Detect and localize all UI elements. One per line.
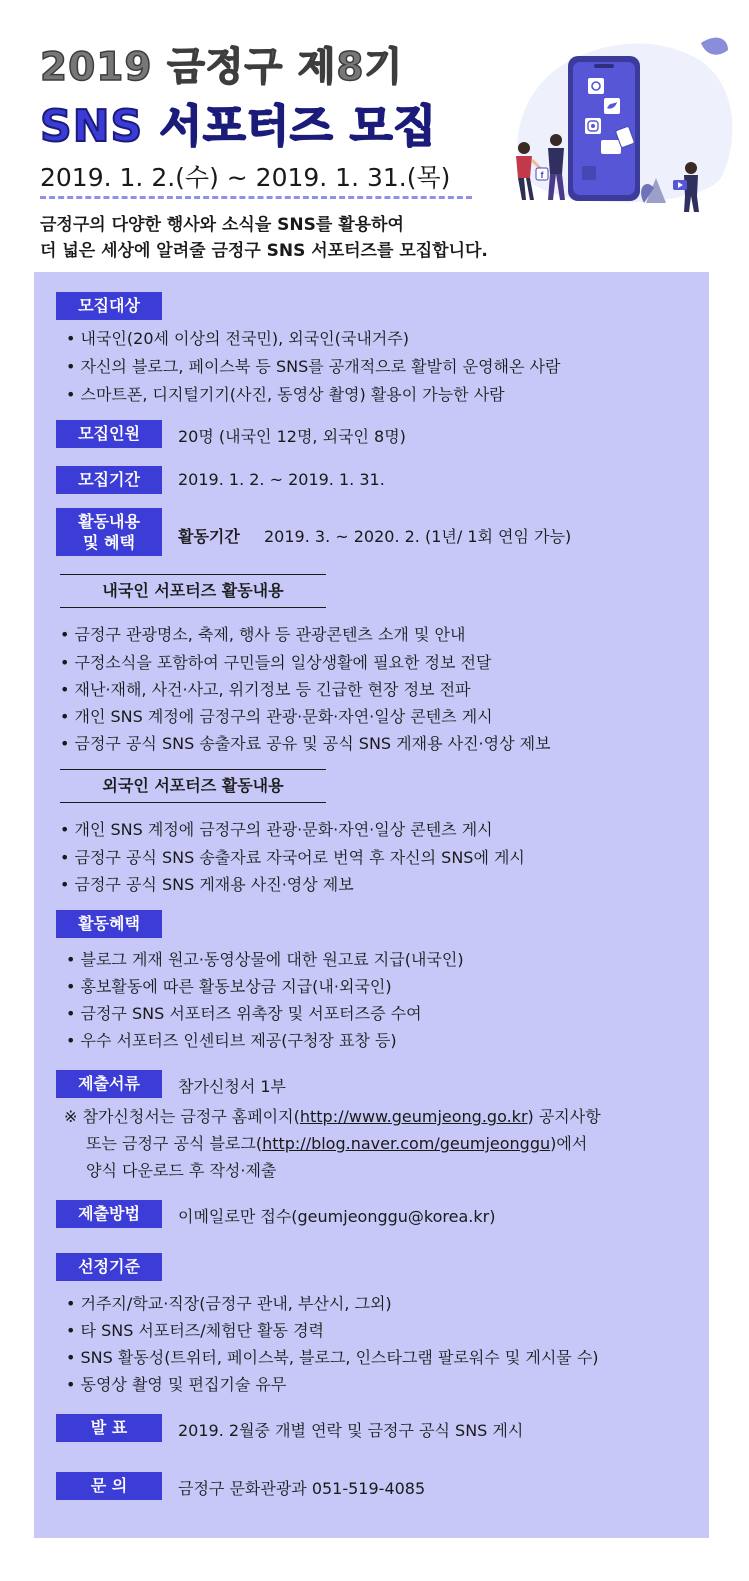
method-value: 이메일로만 접수(geumjeonggu@korea.kr): [178, 1207, 496, 1226]
benefit-item-2: • 홍보활동에 따른 활동보상금 지급(내·외국인): [66, 977, 392, 996]
foreign-item-2: • 금정구 공식 SNS 송출자료 자국어로 번역 후 자신의 SNS에 게시: [60, 848, 525, 867]
label-count: 모집인원: [56, 420, 162, 448]
intro-line-1: 금정구의 다양한 행사와 소식을 SNS를 활용하여: [40, 215, 404, 235]
label-activity: [56, 508, 162, 556]
facebook-icon: [536, 168, 548, 180]
criteria-item-4: • 동영상 촬영 및 편집기술 유무: [66, 1375, 287, 1394]
documents-note-line-3: 양식 다운로드 후 작성·제출: [86, 1161, 277, 1180]
domestic-item-5: • 금정구 공식 SNS 송출자료 공유 및 공식 SNS 게재용 사진·영상 제보: [60, 734, 551, 753]
documents-note-line-1: [64, 1104, 601, 1127]
label-contact: 문 의: [56, 1472, 162, 1500]
label-target: 모집대상: [56, 292, 162, 320]
label-method: 제출방법: [56, 1200, 162, 1228]
activity-period-key: 활동기간: [178, 527, 240, 546]
homepage-link[interactable]: http://www.geumjeong.go.kr: [299, 1107, 528, 1126]
sns-phone-illustration: [496, 28, 741, 213]
announce-value: 2019. 2월중 개별 연락 및 금정구 공식 SNS 게시: [178, 1421, 524, 1440]
documents-note-2-post: )에서: [550, 1134, 588, 1153]
label-criteria: 선정기준: [56, 1253, 162, 1281]
label-period: 모집기간: [56, 466, 162, 494]
foreign-heading: 외국인 서포터즈 활동내용: [60, 769, 326, 803]
foreign-item-3: • 금정구 공식 SNS 게재용 사진·영상 제보: [60, 875, 354, 894]
documents-note-1-pre: ※ 참가신청서는 금정구 홈페이지(: [64, 1107, 300, 1126]
label-announce: 발 표: [56, 1414, 162, 1442]
benefit-item-4: • 우수 서포터즈 인센티브 제공(구청장 표창 등): [66, 1031, 397, 1050]
poster-header: [0, 0, 749, 275]
contact-value: 금정구 문화관광과 051-519-4085: [178, 1479, 426, 1498]
label-activity-line-2: 및 혜택: [83, 533, 135, 552]
documents-note-2-pre: 또는 금정구 공식 블로그(: [86, 1134, 263, 1153]
domestic-item-3: • 재난·재해, 사건·사고, 위기정보 등 긴급한 현장 정보 전파: [60, 680, 471, 699]
svg-text:f: f: [540, 170, 544, 180]
criteria-item-3: • SNS 활동성(트위터, 페이스북, 블로그, 인스타그램 팔로워수 및 게시물 수): [66, 1348, 599, 1367]
dashed-divider: [40, 196, 472, 199]
domestic-item-4: • 개인 SNS 계정에 금정구의 관광·문화·자연·일상 콘텐츠 게시: [60, 707, 493, 726]
title-line-2: SNS 서포터즈 모집: [40, 101, 437, 152]
intro-line-2: 더 넓은 세상에 알려줄 금정구 SNS 서포터즈를 모집합니다.: [40, 241, 488, 261]
benefit-item-3: • 금정구 SNS 서포터즈 위촉장 및 서포터즈증 수여: [66, 1004, 422, 1023]
activity-period-value: 2019. 3. ~ 2020. 2. (1년/ 1회 연임 가능): [264, 527, 572, 546]
period-value: 2019. 1. 2. ~ 2019. 1. 31.: [178, 470, 385, 489]
label-documents: 제출서류: [56, 1070, 162, 1098]
label-benefits: 활동혜택: [56, 910, 162, 938]
target-item-2: • 자신의 블로그, 페이스북 등 SNS를 공개적으로 활발히 운영해온 사람: [66, 357, 561, 376]
documents-value: 참가신청서 1부: [178, 1077, 287, 1096]
target-item-1: • 내국인(20세 이상의 전국민), 외국인(국내거주): [66, 329, 409, 348]
documents-note-line-2: [86, 1131, 587, 1154]
criteria-item-1: • 거주지/학교·직장(금정구 관내, 부산시, 그외): [66, 1294, 392, 1313]
blog-link[interactable]: http://blog.naver.com/geumjeonggu: [262, 1134, 551, 1153]
domestic-item-2: • 구정소식을 포함하여 구민들의 일상생활에 필요한 정보 전달: [60, 653, 492, 672]
twitter-icon: [604, 98, 620, 114]
criteria-item-2: • 타 SNS 서포터즈/체험단 활동 경력: [66, 1321, 325, 1340]
recruit-dates: 2019. 1. 2.(수) ~ 2019. 1. 31.(목): [40, 163, 451, 192]
documents-note-1-post: ) 공지사항: [527, 1107, 601, 1126]
target-item-3: • 스마트폰, 디지털기기(사진, 동영상 촬영) 활용이 가능한 사람: [66, 385, 505, 404]
domestic-item-1: • 금정구 관광명소, 축제, 행사 등 관광콘텐츠 소개 및 안내: [60, 625, 466, 644]
instagram-icon: [585, 118, 601, 134]
label-activity-line-1: 활동내용: [78, 512, 140, 531]
pinterest-icon: [588, 78, 604, 94]
foreign-item-1: • 개인 SNS 계정에 금정구의 관광·문화·자연·일상 콘텐츠 게시: [60, 820, 493, 839]
title-line-1: 2019 금정구 제8기: [40, 45, 404, 90]
domestic-heading: 내국인 서포터즈 활동내용: [60, 574, 326, 608]
youtube-icon: [673, 180, 687, 190]
benefit-item-1: • 블로그 게재 원고·동영상물에 대한 원고료 지급(내국인): [66, 950, 464, 969]
count-value: 20명 (내국인 12명, 외국인 8명): [178, 427, 406, 446]
